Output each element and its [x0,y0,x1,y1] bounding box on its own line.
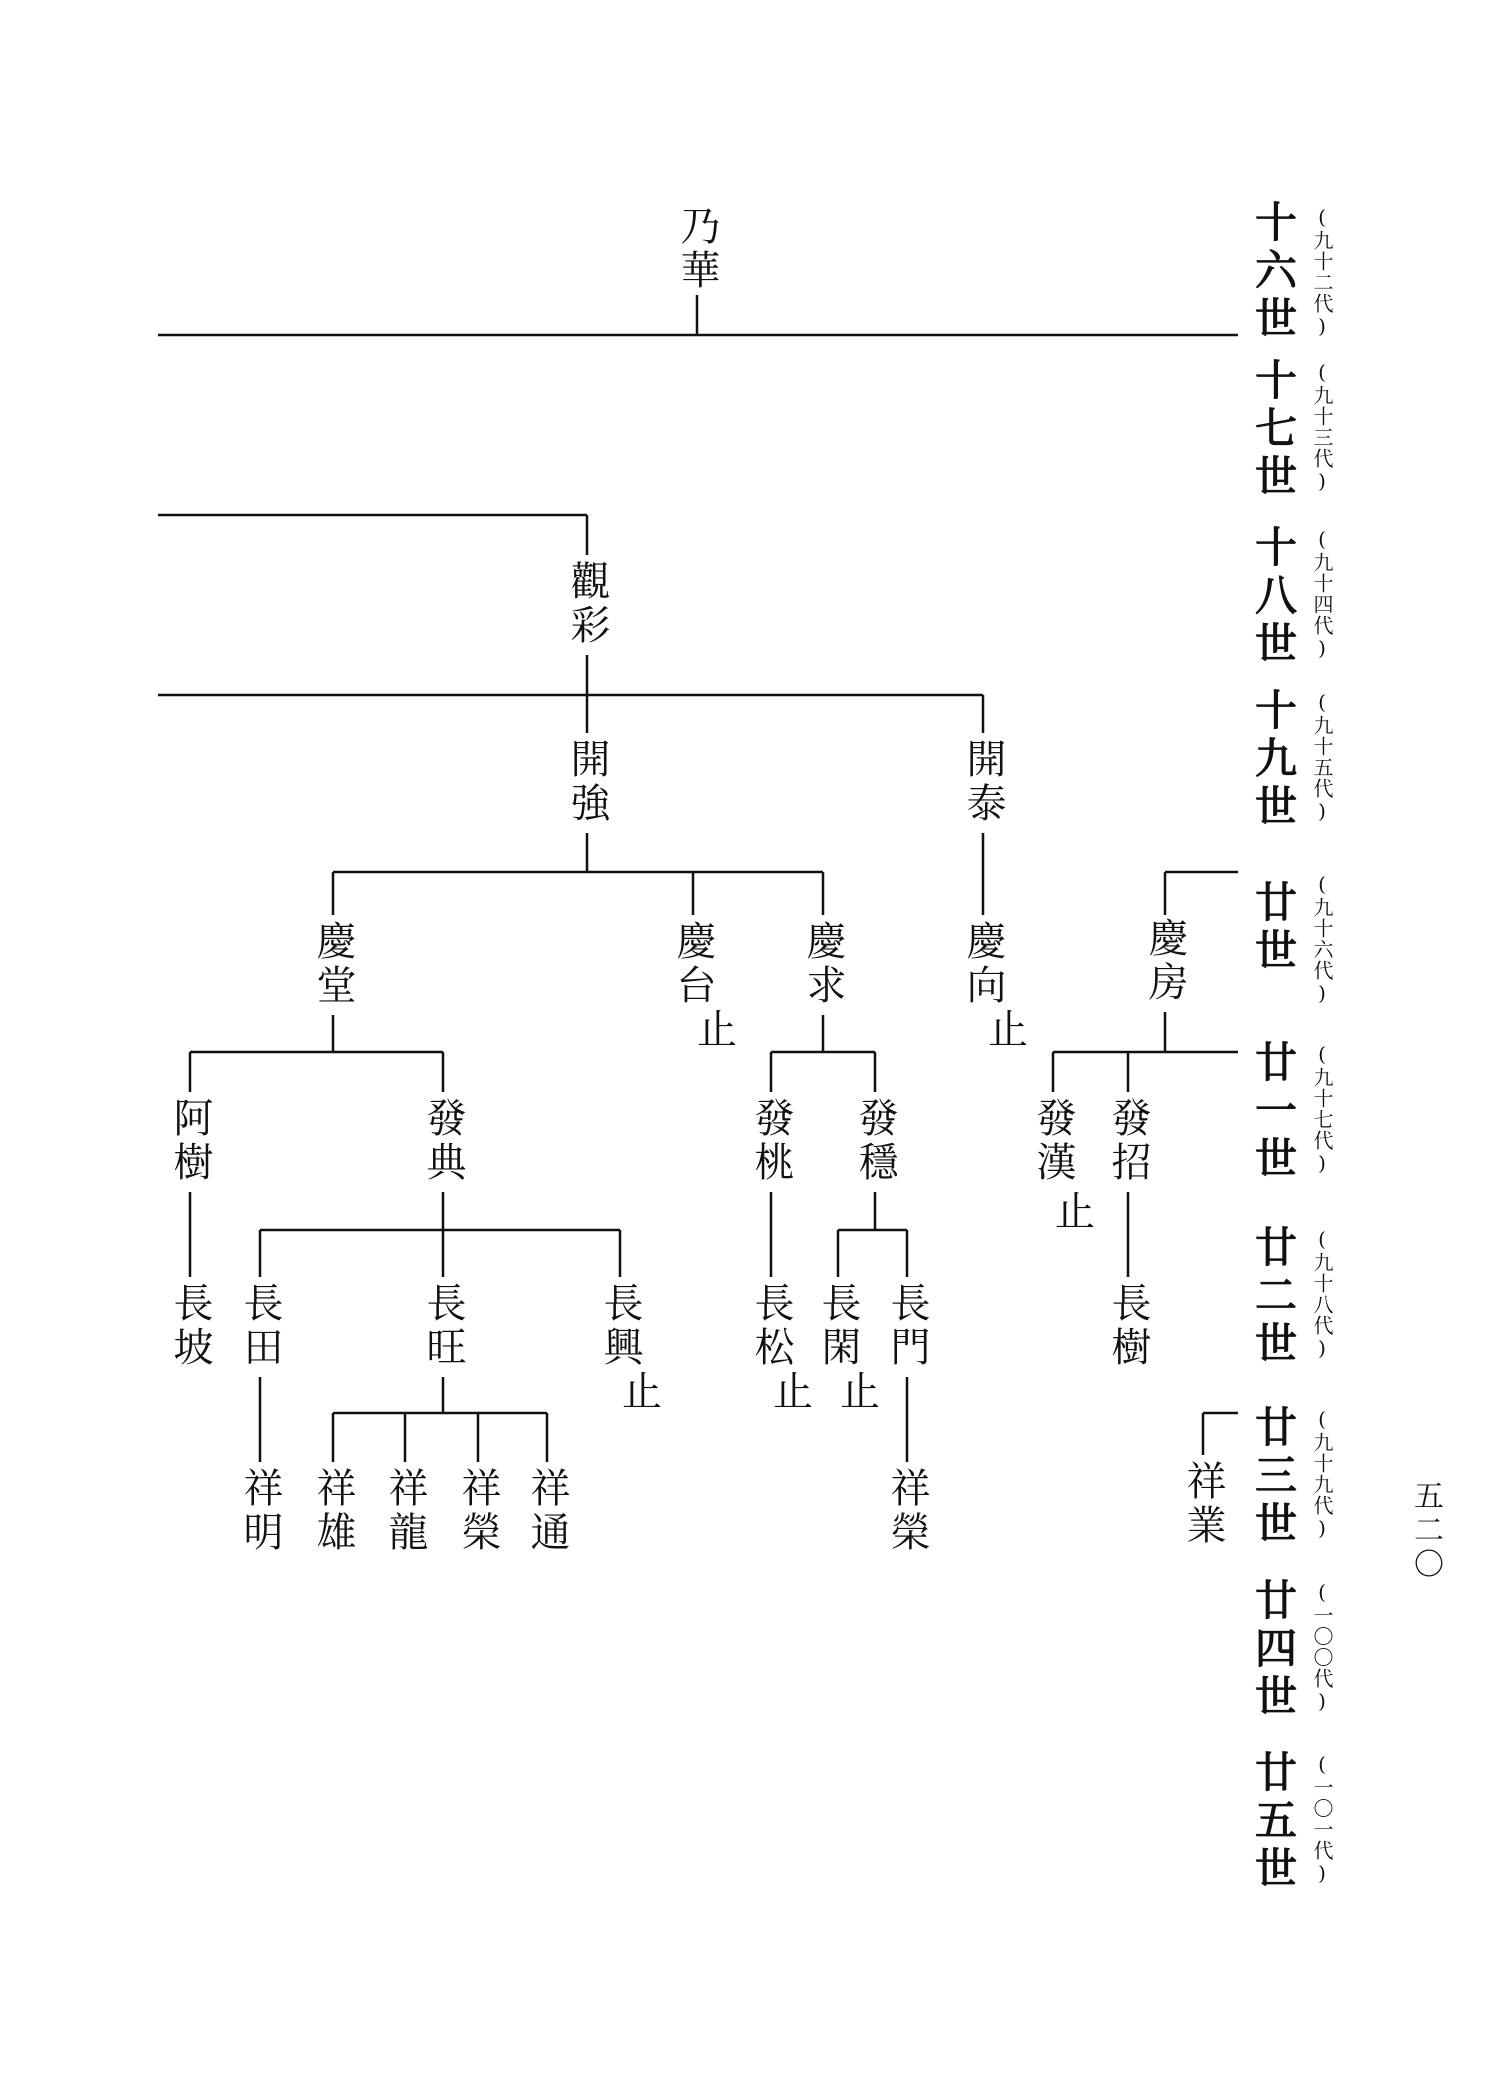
generation-dai: (一〇〇代) [1310,1580,1334,1714]
generation-label: 廿四世 [1249,1578,1298,1722]
person-xiangye: 祥業 [1180,1460,1226,1548]
generation-label: 廿五世 [1249,1750,1298,1894]
person-changtian: 長田 [237,1282,283,1370]
generation-dai: (九十五代) [1310,690,1334,824]
page-number: 五二〇 [1408,1480,1443,1582]
person-fadian: 發典 [420,1097,466,1185]
generation-label: 廿一世 [1249,1040,1298,1184]
person-qingxiang: 慶向 [960,920,1006,1008]
person-kaitai: 開泰 [960,738,1006,826]
generation-label: 廿二世 [1249,1225,1298,1369]
generation-dai: (一〇一代) [1310,1752,1334,1886]
person-ashu: 阿樹 [167,1097,213,1185]
terminal-mark: 止 [840,1369,880,1415]
terminal-mark: 止 [622,1369,662,1415]
person-fatao: 發桃 [748,1097,794,1185]
person-fawen: 發穩 [852,1097,898,1185]
person-qingtang: 慶堂 [310,920,356,1008]
person-xiangxiong: 祥雄 [310,1467,356,1555]
generation-label: 廿世 [1249,880,1298,976]
person-changpo: 長坡 [167,1282,213,1370]
person-changxian: 長閑 [815,1282,861,1370]
terminal-mark: 止 [988,1007,1028,1053]
generation-dai: (九十六代) [1310,872,1334,1006]
person-naihua: 乃華 [674,205,720,293]
terminal-mark: 止 [697,1007,737,1053]
generation-dai: (九十三代) [1310,360,1334,494]
person-xianglong: 祥龍 [382,1467,428,1555]
generation-dai: (九十八代) [1310,1227,1334,1361]
generation-dai: (九十二代) [1310,205,1334,339]
person-xiangming: 祥明 [237,1467,283,1555]
person-qingtai: 慶台 [670,920,716,1008]
person-changsong: 長松 [748,1282,794,1370]
person-qingfang: 慶房 [1142,917,1188,1005]
person-xiangrong-2: 祥榮 [884,1467,930,1555]
generation-dai: (九十四代) [1310,527,1334,661]
person-kaiqiang: 開強 [564,738,610,826]
generation-label: 十九世 [1249,688,1298,832]
person-guancai: 觀彩 [564,560,610,648]
generation-label: 廿三世 [1249,1405,1298,1549]
terminal-mark: 止 [1055,1189,1095,1235]
person-fahan: 發漢 [1030,1097,1076,1185]
person-qingqiu: 慶求 [800,920,846,1008]
generation-label: 十六世 [1249,200,1298,344]
person-xiangrong-1: 祥榮 [455,1467,501,1555]
generation-label: 十七世 [1249,358,1298,502]
terminal-mark: 止 [773,1369,813,1415]
person-fazhao: 發招 [1105,1097,1151,1185]
generation-label: 十八世 [1249,525,1298,669]
generation-dai: (九十七代) [1310,1042,1334,1176]
person-changwang: 長旺 [420,1282,466,1370]
generation-dai: (九十九代) [1310,1407,1334,1541]
person-changshu: 長樹 [1105,1282,1151,1370]
person-changxing: 長興 [597,1282,643,1370]
person-changmen: 長門 [884,1282,930,1370]
person-xiangtong: 祥通 [524,1467,570,1555]
